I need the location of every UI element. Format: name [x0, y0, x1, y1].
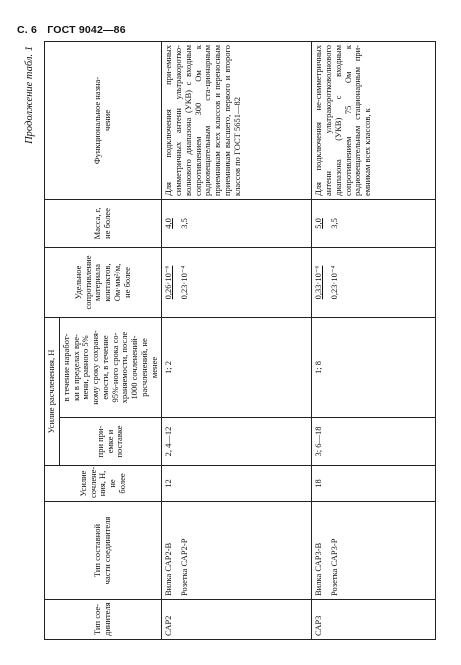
continuation-label: Продолжение табл. 1 — [24, 46, 35, 144]
part-socket: Розетка САР3-Р — [329, 538, 340, 596]
cell-mass — [312, 199, 436, 247]
col-join-force-header: Усилие сочлене- ния, Н, не более — [45, 466, 162, 502]
cell-resistance — [162, 247, 312, 317]
cell-unjoin-receipt: 3; 6—18 — [312, 418, 436, 466]
cell-purpose: Для подключения при-емных симметричных антенн ультракоротко-волнового диапазона (УКВ) с входным сопротивлением 300 Ом к радиовещательным ста-ционарным приемникам всех классов и переносным приемникам высшего, первого и второго классов по ГОСТ 5651—82 — [162, 41, 312, 199]
table-row — [312, 41, 436, 639]
cell-resistance — [312, 247, 436, 317]
cell-mass — [162, 199, 312, 247]
col-purpose-header: Функциональное назна- чение — [45, 41, 162, 199]
cell-join-force: 12 — [162, 466, 312, 502]
part-plug: Вилка САР3-В — [313, 542, 324, 596]
col-unjoin-receipt-header: при при- емке и поставке — [59, 418, 162, 466]
part-socket: Розетка САР2-Р — [179, 538, 190, 596]
cell-unjoin-during: 1; 8 — [312, 317, 436, 417]
mass-plug: 4,0 — [163, 218, 174, 229]
col-unjoin-during-header: в течение наработ- ки в пределах вре- мени, равного 5% ному сроку сохраня- емости, в течение 95%-ного срока со- храняемости, после 1000 сочленений- расчленений, не менее — [59, 317, 162, 417]
cell-parts — [162, 502, 312, 600]
mass-socket: 3,5 — [329, 218, 340, 229]
col-type-header: Тип сое- динителя — [45, 600, 162, 640]
resistance-plug: 0,33·10⁻⁶ — [313, 265, 324, 300]
cell-unjoin-during: 1; 2 — [162, 317, 312, 417]
page-header — [17, 24, 133, 36]
cell-type: САР3 — [312, 600, 436, 640]
resistance-plug: 0,26·10⁻⁶ — [163, 265, 174, 300]
rotated-table-frame — [24, 42, 444, 640]
cell-parts — [312, 502, 436, 600]
resistance-socket: 0,23·10⁻⁴ — [329, 265, 340, 300]
mass-socket: 3,5 — [179, 218, 190, 229]
resistance-socket: 0,23·10⁻⁴ — [179, 265, 190, 300]
part-plug: Вилка САР2-В — [163, 542, 174, 596]
cell-purpose: Для подключения не-симметричных антенн ультракоротковолнового диапазона (УКВ) с входным сопротивлением 75 Ом к радиовещательным стационарным при-емникам всех классов, к — [312, 41, 436, 199]
specs-table — [44, 41, 436, 640]
col-mass-header: Масса, г, не более — [45, 199, 162, 247]
col-unjoin-group-header: Усилие расчленения, Н — [45, 317, 60, 465]
cell-join-force: 18 — [312, 466, 436, 502]
standard-code: ГОСТ 9042—86 — [47, 24, 126, 36]
table-row — [162, 41, 312, 639]
mass-plug: 5,0 — [313, 218, 324, 229]
cell-unjoin-receipt: 2, 4—12 — [162, 418, 312, 466]
page-number: С. 6 — [17, 24, 38, 36]
cell-type: САР2 — [162, 600, 312, 640]
col-resistance-header: Удельное сопротивление материала контактов, Ом·мм²/м, не более — [45, 247, 162, 317]
col-parts-header: Тип составной части соединителя — [45, 502, 162, 600]
